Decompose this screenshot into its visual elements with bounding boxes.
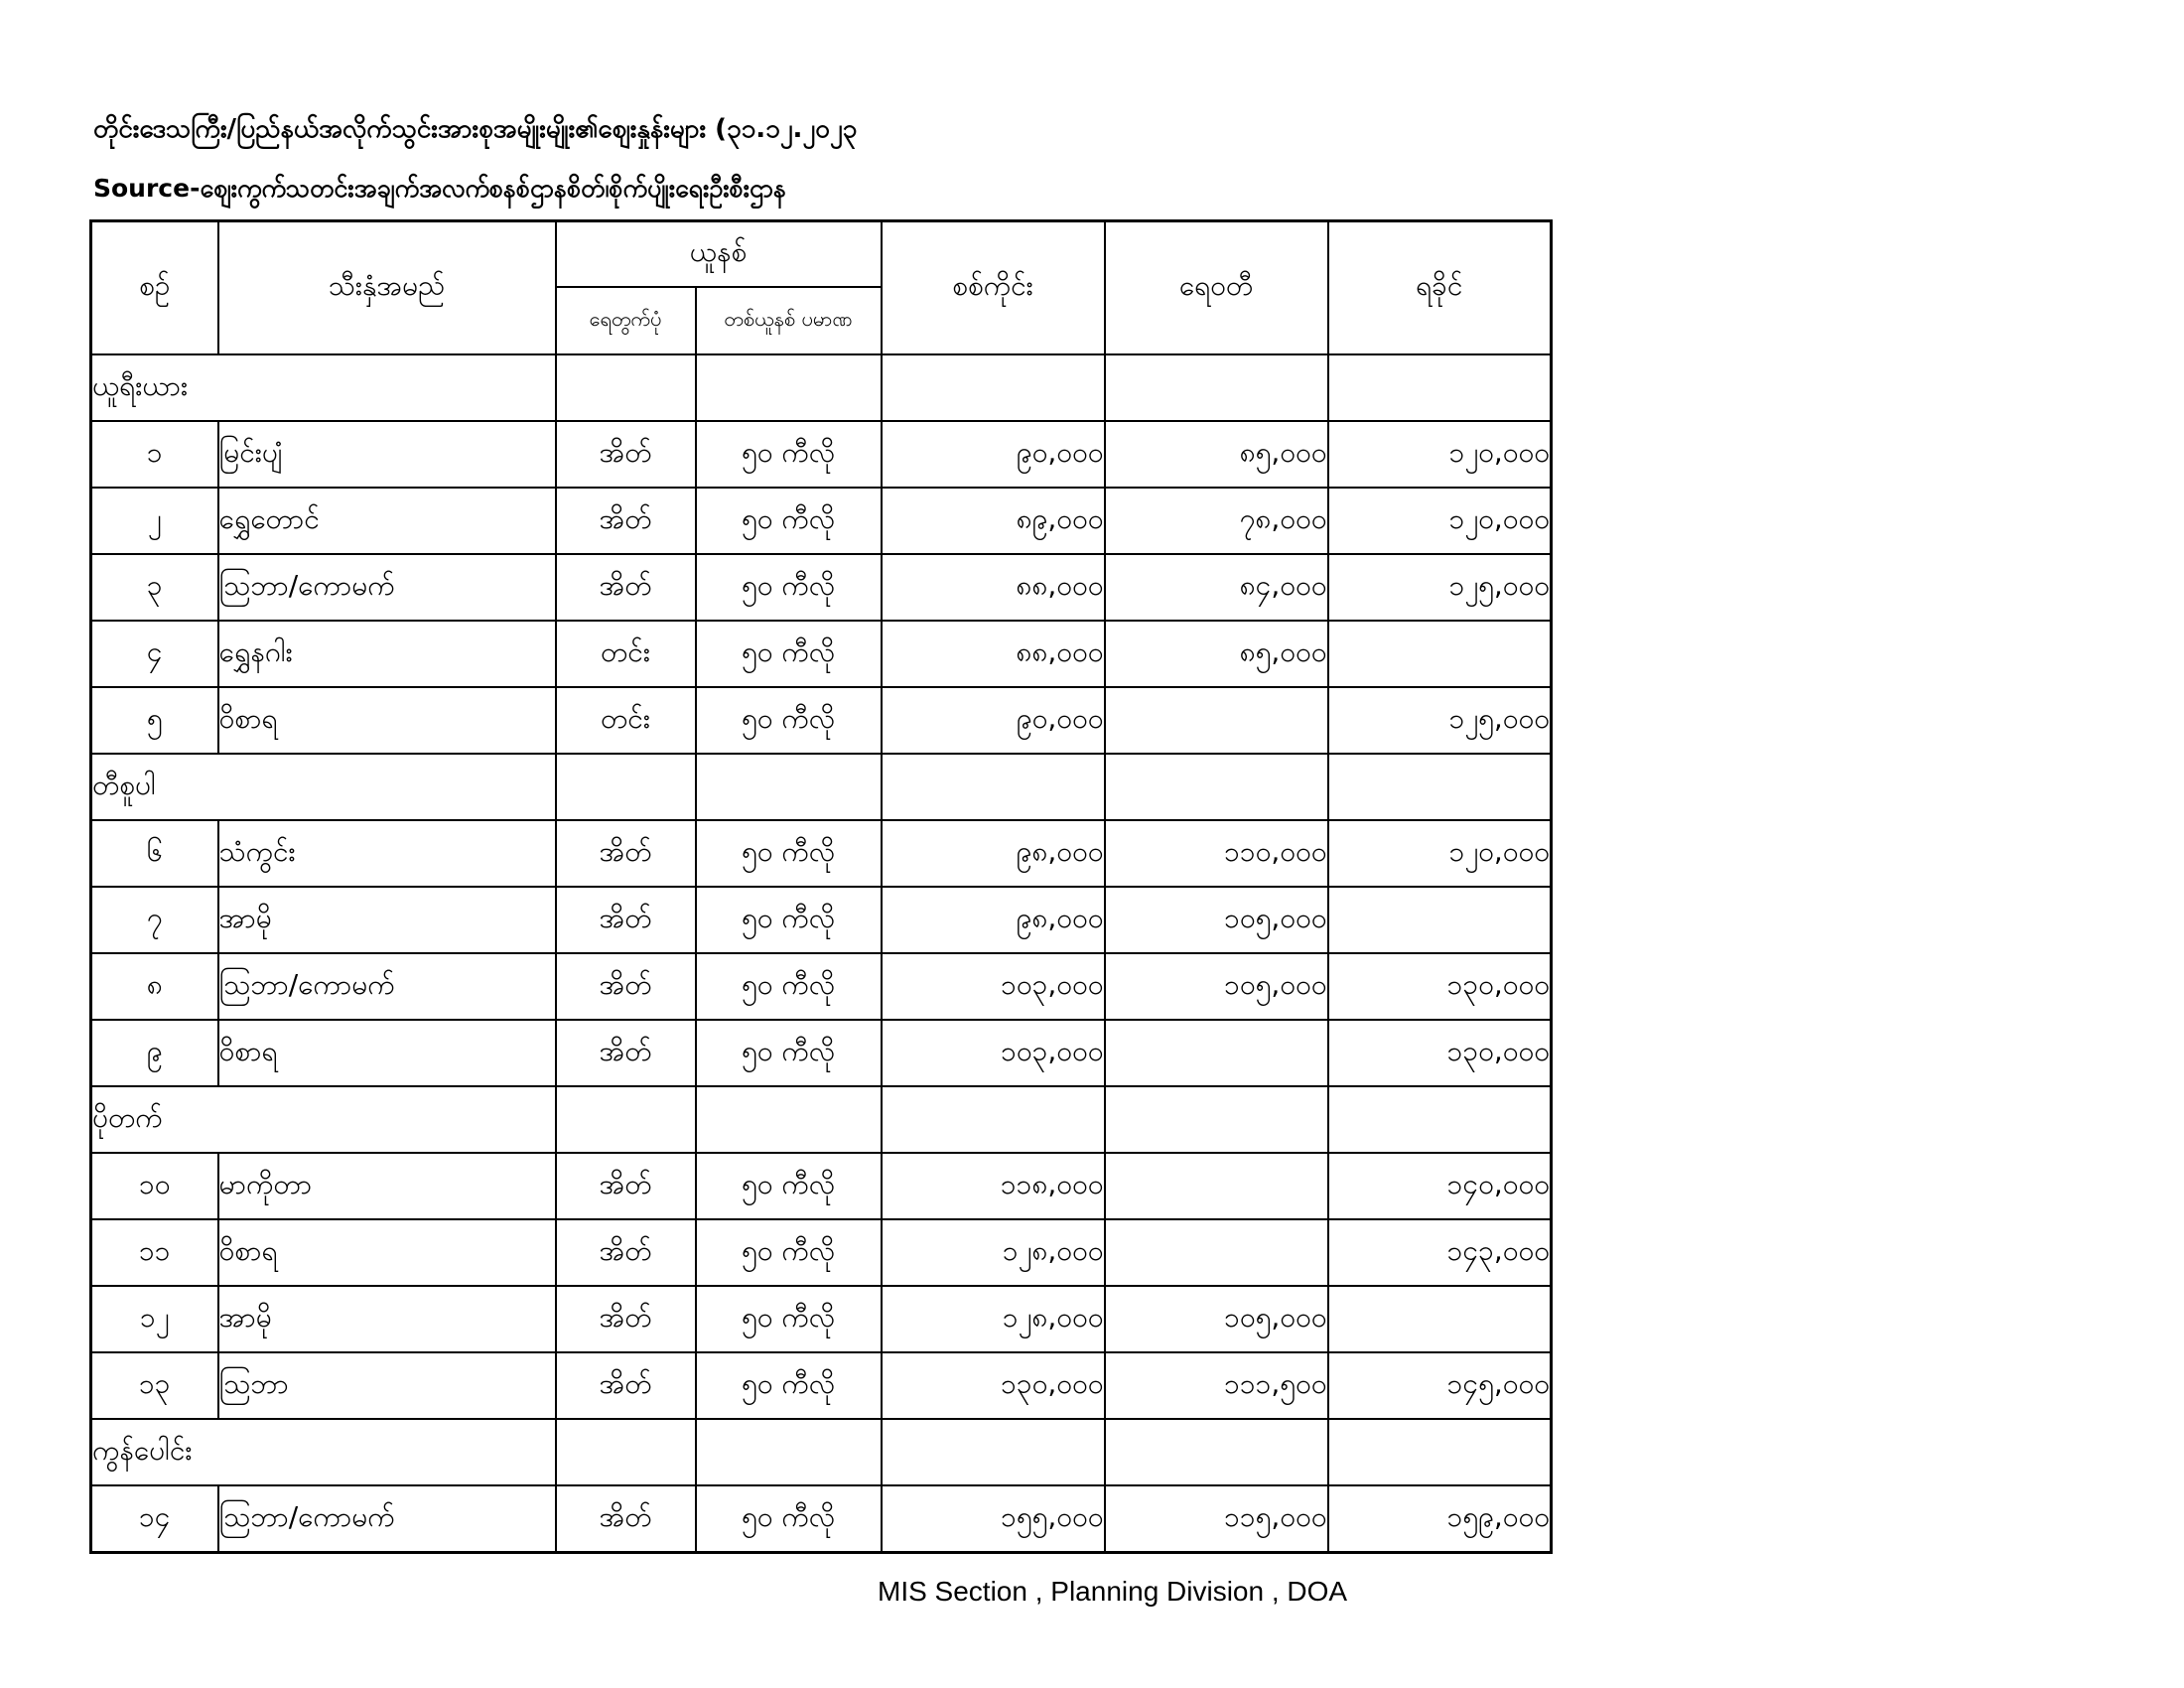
crop-name: သြဘာ/ကောမက်	[218, 953, 556, 1020]
unit-type: အိတ်	[556, 887, 696, 953]
unit-qty: ၅၀ ကီလို	[696, 488, 882, 554]
table-row	[91, 1020, 1552, 1086]
price-region-1: ၈၈,၀၀၀	[882, 554, 1105, 621]
price-region-1: ၁၀၃,၀၀၀	[882, 1020, 1105, 1086]
price-region-3: ၁၂၀,၀၀၀	[1328, 820, 1552, 887]
header-crop-name: သီးနှံအမည်	[218, 221, 556, 355]
section-label: ယူရီးယား	[91, 354, 556, 421]
empty-cell	[556, 1086, 696, 1153]
table-row	[91, 1286, 1552, 1352]
row-number: ၁၀	[91, 1153, 218, 1219]
price-region-1: ၉၈,၀၀၀	[882, 887, 1105, 953]
header-unit-qty: တစ်ယူနစ် ပမာဏ	[696, 287, 882, 354]
price-region-1: ၁၀၃,၀၀၀	[882, 953, 1105, 1020]
header-region-3: ရခိုင်	[1328, 221, 1552, 355]
row-number: ၅	[91, 687, 218, 754]
empty-cell	[1105, 1419, 1328, 1485]
row-number: ၁၁	[91, 1219, 218, 1286]
table-row	[91, 1485, 1552, 1553]
empty-cell	[1328, 354, 1552, 421]
empty-cell	[1105, 354, 1328, 421]
price-region-1: ၈၉,၀၀၀	[882, 488, 1105, 554]
table-row	[91, 1153, 1552, 1219]
crop-name: အာမို	[218, 1286, 556, 1352]
price-region-3: ၁၅၉,၀၀၀	[1328, 1485, 1552, 1553]
table-row	[91, 820, 1552, 887]
price-region-3: ၁၄၀,၀၀၀	[1328, 1153, 1552, 1219]
row-number: ၁၂	[91, 1286, 218, 1352]
price-region-3: ၁၄၅,၀၀၀	[1328, 1352, 1552, 1419]
price-region-3: ၁၂၅,၀၀၀	[1328, 554, 1552, 621]
unit-type: အိတ်	[556, 421, 696, 488]
row-number: ၄	[91, 621, 218, 687]
empty-cell	[556, 354, 696, 421]
unit-qty: ၅၀ ကီလို	[696, 687, 882, 754]
section-label: တီစူပါ	[91, 754, 556, 820]
row-number: ၃	[91, 554, 218, 621]
price-region-2: ၁၁၅,၀၀၀	[1105, 1485, 1328, 1553]
crop-name: အာမို	[218, 887, 556, 953]
empty-cell	[696, 354, 882, 421]
empty-cell	[1328, 1086, 1552, 1153]
unit-type: အိတ်	[556, 1352, 696, 1419]
crop-name: မာကိုတာ	[218, 1153, 556, 1219]
price-region-2: ၁၁၁,၅၀၀	[1105, 1352, 1328, 1419]
unit-type: အိတ်	[556, 1020, 696, 1086]
table-row	[91, 1219, 1552, 1286]
price-region-2: ၁၀၅,၀၀၀	[1105, 953, 1328, 1020]
header-region-2: ရေ၀တီ	[1105, 221, 1328, 355]
price-region-1: ၁၅၅,၀၀၀	[882, 1485, 1105, 1553]
table-header	[91, 221, 1552, 355]
price-region-3: ၁၃၀,၀၀၀	[1328, 953, 1552, 1020]
unit-type: တင်း	[556, 687, 696, 754]
header-region-1: စစ်ကိုင်း	[882, 221, 1105, 355]
unit-qty: ၅၀ ကီလို	[696, 621, 882, 687]
header-no: စဉ်	[91, 221, 218, 355]
price-region-2	[1105, 1153, 1328, 1219]
crop-name: ရွှေတောင်	[218, 488, 556, 554]
price-region-3	[1328, 1286, 1552, 1352]
crop-name: ဝိစာရ	[218, 1219, 556, 1286]
header-unit-type: ရေတွက်ပုံ	[556, 287, 696, 354]
price-table	[89, 219, 1553, 1554]
unit-qty: ၅၀ ကီလို	[696, 1153, 882, 1219]
unit-qty: ၅၀ ကီလို	[696, 1352, 882, 1419]
table-row	[91, 488, 1552, 554]
price-region-1: ၁၁၈,၀၀၀	[882, 1153, 1105, 1219]
table-row	[91, 887, 1552, 953]
price-region-2: ၁၀၅,၀၀၀	[1105, 887, 1328, 953]
unit-qty: ၅၀ ကီလို	[696, 887, 882, 953]
section-row	[91, 754, 1552, 820]
price-region-1: ၁၃၀,၀၀၀	[882, 1352, 1105, 1419]
price-region-1: ၁၂၈,၀၀၀	[882, 1286, 1105, 1352]
price-region-3: ၁၂၅,၀၀၀	[1328, 687, 1552, 754]
price-region-3: ၁၂၀,၀၀၀	[1328, 488, 1552, 554]
unit-qty: ၅၀ ကီလို	[696, 554, 882, 621]
price-region-2: ၁၁၀,၀၀၀	[1105, 820, 1328, 887]
price-region-1: ၁၂၈,၀၀၀	[882, 1219, 1105, 1286]
row-number: ၁	[91, 421, 218, 488]
unit-type: တင်း	[556, 621, 696, 687]
price-region-3	[1328, 887, 1552, 953]
document-title: တိုင်းဒေသကြီး/ပြည်နယ်အလိုက်သွင်းအားစုအမျိုးမျိုး၏ဈေးနှုန်းများ (၃၁.၁၂.၂၀၂၃	[93, 114, 858, 144]
price-region-2	[1105, 1219, 1328, 1286]
empty-cell	[696, 754, 882, 820]
row-number: ၁၄	[91, 1485, 218, 1553]
footer-credit: MIS Section , Planning Division , DOA	[878, 1576, 1348, 1607]
unit-qty: ၅၀ ကီလို	[696, 953, 882, 1020]
price-region-2: ၁၀၅,၀၀၀	[1105, 1286, 1328, 1352]
price-region-2: ၈၅,၀၀၀	[1105, 621, 1328, 687]
row-number: ၂	[91, 488, 218, 554]
section-row	[91, 1419, 1552, 1485]
crop-name: သြဘာ/ကောမက်	[218, 1485, 556, 1553]
empty-cell	[696, 1419, 882, 1485]
section-row	[91, 1086, 1552, 1153]
unit-qty: ၅၀ ကီလို	[696, 1020, 882, 1086]
price-region-1: ၉၀,၀၀၀	[882, 687, 1105, 754]
row-number: ၈	[91, 953, 218, 1020]
unit-type: အိတ်	[556, 1219, 696, 1286]
crop-name: သံကွင်း	[218, 820, 556, 887]
unit-qty: ၅၀ ကီလို	[696, 421, 882, 488]
unit-type: အိတ်	[556, 1485, 696, 1553]
empty-cell	[696, 1086, 882, 1153]
table-row	[91, 621, 1552, 687]
section-row	[91, 354, 1552, 421]
unit-type: အိတ်	[556, 953, 696, 1020]
table-row	[91, 421, 1552, 488]
empty-cell	[882, 1086, 1105, 1153]
price-region-1: ၈၈,၀၀၀	[882, 621, 1105, 687]
section-label: ပိုတက်	[91, 1086, 556, 1153]
unit-type: အိတ်	[556, 1153, 696, 1219]
unit-qty: ၅၀ ကီလို	[696, 1286, 882, 1352]
table-row	[91, 953, 1552, 1020]
unit-qty: ၅၀ ကီလို	[696, 1219, 882, 1286]
section-label: ကွန်ပေါင်း	[91, 1419, 556, 1485]
unit-qty: ၅၀ ကီလို	[696, 1485, 882, 1553]
row-number: ၉	[91, 1020, 218, 1086]
unit-type: အိတ်	[556, 488, 696, 554]
price-region-2	[1105, 1020, 1328, 1086]
crop-name: မြင်းပျံ	[218, 421, 556, 488]
empty-cell	[1328, 754, 1552, 820]
price-region-3: ၁၂၀,၀၀၀	[1328, 421, 1552, 488]
price-region-2: ၈၅,၀၀၀	[1105, 421, 1328, 488]
unit-type: အိတ်	[556, 820, 696, 887]
table-row	[91, 554, 1552, 621]
empty-cell	[556, 754, 696, 820]
unit-type: အိတ်	[556, 1286, 696, 1352]
price-region-3: ၁၄၃,၀၀၀	[1328, 1219, 1552, 1286]
table-row	[91, 687, 1552, 754]
row-number: ၁၃	[91, 1352, 218, 1419]
empty-cell	[1105, 1086, 1328, 1153]
price-region-1: ၉၀,၀၀၀	[882, 421, 1105, 488]
crop-name: ရွှေနဂါး	[218, 621, 556, 687]
empty-cell	[1328, 1419, 1552, 1485]
empty-cell	[1105, 754, 1328, 820]
unit-qty: ၅၀ ကီလို	[696, 820, 882, 887]
crop-name: ဝိစာရ	[218, 1020, 556, 1086]
price-region-3	[1328, 621, 1552, 687]
empty-cell	[882, 354, 1105, 421]
empty-cell	[882, 754, 1105, 820]
row-number: ၆	[91, 820, 218, 887]
price-region-2: ၇၈,၀၀၀	[1105, 488, 1328, 554]
empty-cell	[556, 1419, 696, 1485]
price-region-2	[1105, 687, 1328, 754]
crop-name: သြဘာ	[218, 1352, 556, 1419]
empty-cell	[882, 1419, 1105, 1485]
table-row	[91, 1352, 1552, 1419]
crop-name: ဝိစာရ	[218, 687, 556, 754]
price-region-2: ၈၄,၀၀၀	[1105, 554, 1328, 621]
price-region-1: ၉၈,၀၀၀	[882, 820, 1105, 887]
price-region-3: ၁၃၀,၀၀၀	[1328, 1020, 1552, 1086]
crop-name: သြဘာ/ကောမက်	[218, 554, 556, 621]
row-number: ၇	[91, 887, 218, 953]
header-unit: ယူနစ်	[556, 221, 882, 288]
source-line: Source-ဈေးကွက်သတင်းအချက်အလက်စနစ်ဌာနစိတ်၊စိုက်ပျိုးရေးဦးစီးဌာန	[93, 174, 787, 203]
unit-type: အိတ်	[556, 554, 696, 621]
table-body	[91, 354, 1552, 1553]
